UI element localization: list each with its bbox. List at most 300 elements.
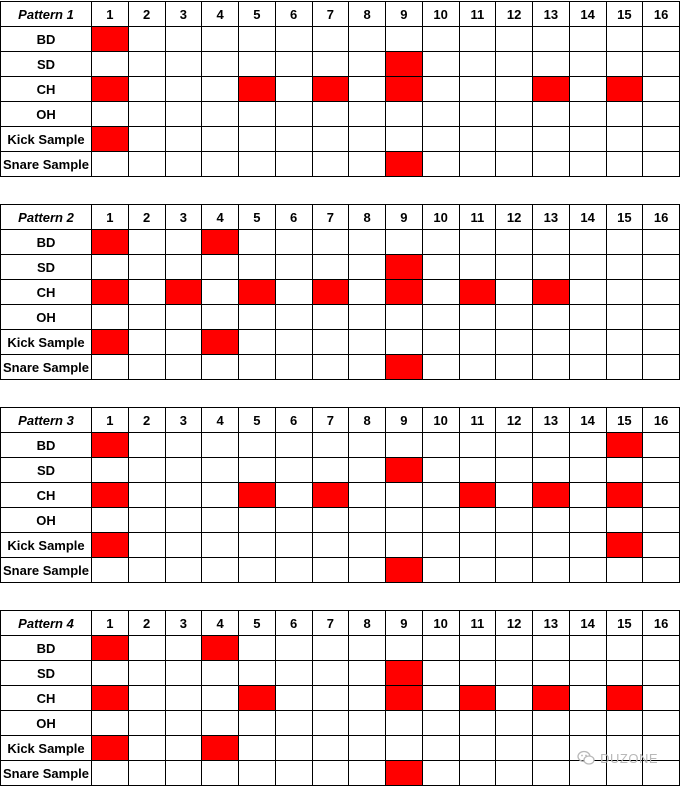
step-cell — [275, 330, 312, 355]
step-cell — [349, 661, 386, 686]
step-cell — [128, 305, 165, 330]
step-cell — [312, 736, 349, 761]
step-cell — [312, 52, 349, 77]
step-cell-active — [533, 280, 570, 305]
step-cell — [422, 636, 459, 661]
step-number: 4 — [202, 205, 239, 230]
step-cell — [569, 661, 606, 686]
step-cell — [349, 686, 386, 711]
step-cell — [128, 533, 165, 558]
instrument-label: CH — [1, 686, 92, 711]
step-number: 15 — [606, 408, 643, 433]
instrument-row — [1, 661, 680, 686]
step-cell-active — [312, 483, 349, 508]
step-cell — [606, 255, 643, 280]
step-cell — [128, 127, 165, 152]
step-cell — [533, 636, 570, 661]
step-cell — [569, 458, 606, 483]
step-cell — [643, 533, 680, 558]
step-cell-active — [606, 483, 643, 508]
step-cell — [275, 458, 312, 483]
step-number: 2 — [128, 2, 165, 27]
step-cell-active — [92, 280, 129, 305]
step-cell — [422, 686, 459, 711]
step-cell — [312, 433, 349, 458]
step-cell-active — [606, 533, 643, 558]
step-cell — [239, 52, 276, 77]
instrument-label: BD — [1, 27, 92, 52]
step-cell — [643, 127, 680, 152]
step-cell — [569, 508, 606, 533]
step-cell — [386, 636, 423, 661]
step-cell — [533, 52, 570, 77]
step-cell-active — [312, 280, 349, 305]
step-cell — [533, 711, 570, 736]
step-cell-active — [386, 280, 423, 305]
step-cell — [128, 636, 165, 661]
step-cell — [165, 483, 202, 508]
step-cell — [459, 255, 496, 280]
step-cell — [128, 711, 165, 736]
step-cell — [533, 558, 570, 583]
step-cell — [239, 355, 276, 380]
step-cell — [128, 102, 165, 127]
step-cell — [239, 152, 276, 177]
instrument-label: SD — [1, 661, 92, 686]
instrument-row — [1, 255, 680, 280]
step-cell — [202, 533, 239, 558]
step-cell — [275, 686, 312, 711]
step-cell — [386, 483, 423, 508]
step-cell-active — [92, 77, 129, 102]
step-cell — [643, 255, 680, 280]
step-cell-active — [459, 686, 496, 711]
step-cell — [533, 433, 570, 458]
step-cell — [459, 558, 496, 583]
instrument-label: Kick Sample — [1, 330, 92, 355]
step-cell — [349, 711, 386, 736]
instrument-row — [1, 558, 680, 583]
step-cell — [606, 636, 643, 661]
step-cell — [422, 27, 459, 52]
step-cell — [422, 508, 459, 533]
step-cell — [312, 27, 349, 52]
step-cell-active — [92, 736, 129, 761]
step-cell — [533, 127, 570, 152]
step-number: 2 — [128, 611, 165, 636]
step-cell — [239, 636, 276, 661]
step-cell-active — [386, 458, 423, 483]
step-cell — [496, 761, 533, 786]
step-cell-active — [386, 686, 423, 711]
step-cell — [349, 355, 386, 380]
step-number: 1 — [92, 408, 129, 433]
step-cell — [275, 27, 312, 52]
step-cell — [496, 255, 533, 280]
step-cell — [349, 127, 386, 152]
step-cell — [92, 255, 129, 280]
step-cell — [606, 355, 643, 380]
step-cell — [349, 52, 386, 77]
step-cell — [202, 686, 239, 711]
step-number: 2 — [128, 408, 165, 433]
step-cell — [239, 433, 276, 458]
step-cell — [202, 280, 239, 305]
step-cell — [643, 305, 680, 330]
watermark-text: DUZONE — [600, 750, 658, 766]
step-cell — [386, 508, 423, 533]
step-cell — [643, 230, 680, 255]
step-cell-active — [239, 280, 276, 305]
step-number: 16 — [643, 205, 680, 230]
step-cell — [569, 636, 606, 661]
step-number: 15 — [606, 205, 643, 230]
step-cell — [165, 458, 202, 483]
instrument-row — [1, 330, 680, 355]
step-cell — [643, 458, 680, 483]
step-cell-active — [386, 558, 423, 583]
step-cell — [496, 711, 533, 736]
step-cell — [606, 230, 643, 255]
step-number: 1 — [92, 205, 129, 230]
step-cell-active — [92, 27, 129, 52]
pattern-title: Pattern 1 — [1, 2, 92, 27]
step-number: 11 — [459, 611, 496, 636]
step-cell — [239, 230, 276, 255]
step-number: 3 — [165, 611, 202, 636]
step-cell-active — [533, 483, 570, 508]
step-cell — [275, 661, 312, 686]
step-cell — [569, 355, 606, 380]
step-cell — [422, 711, 459, 736]
step-cell — [422, 330, 459, 355]
instrument-label: OH — [1, 508, 92, 533]
step-cell — [496, 27, 533, 52]
step-cell-active — [312, 77, 349, 102]
step-cell — [569, 127, 606, 152]
step-cell — [349, 533, 386, 558]
instrument-row — [1, 458, 680, 483]
step-cell — [569, 280, 606, 305]
step-cell — [128, 152, 165, 177]
step-cell — [312, 127, 349, 152]
step-cell — [643, 558, 680, 583]
instrument-row — [1, 355, 680, 380]
step-cell — [349, 458, 386, 483]
step-cell-active — [239, 483, 276, 508]
step-cell — [349, 152, 386, 177]
step-cell — [386, 27, 423, 52]
step-cell — [496, 558, 533, 583]
step-number: 16 — [643, 408, 680, 433]
step-cell — [275, 736, 312, 761]
step-cell-active — [92, 533, 129, 558]
step-number: 9 — [386, 408, 423, 433]
instrument-row — [1, 102, 680, 127]
step-cell — [92, 305, 129, 330]
step-cell-active — [533, 77, 570, 102]
instrument-label: CH — [1, 280, 92, 305]
step-cell — [165, 508, 202, 533]
step-cell — [496, 433, 533, 458]
instrument-row — [1, 280, 680, 305]
step-cell — [643, 330, 680, 355]
step-number: 7 — [312, 205, 349, 230]
step-cell — [312, 152, 349, 177]
step-cell — [165, 255, 202, 280]
step-cell — [496, 355, 533, 380]
step-cell — [202, 305, 239, 330]
step-cell-active — [386, 255, 423, 280]
step-number: 11 — [459, 205, 496, 230]
instrument-label: Snare Sample — [1, 761, 92, 786]
step-cell — [533, 152, 570, 177]
step-cell — [349, 305, 386, 330]
step-number: 8 — [349, 408, 386, 433]
step-cell — [533, 255, 570, 280]
step-cell — [496, 77, 533, 102]
instrument-label: BD — [1, 433, 92, 458]
step-cell — [92, 52, 129, 77]
step-cell — [459, 761, 496, 786]
step-cell-active — [386, 355, 423, 380]
step-cell — [312, 355, 349, 380]
step-cell — [312, 330, 349, 355]
step-cell — [312, 533, 349, 558]
step-cell — [533, 533, 570, 558]
step-cell — [128, 433, 165, 458]
step-cell — [422, 483, 459, 508]
step-cell — [312, 686, 349, 711]
step-number: 14 — [569, 205, 606, 230]
step-cell-active — [239, 686, 276, 711]
instrument-label: OH — [1, 102, 92, 127]
step-cell — [275, 533, 312, 558]
step-cell — [312, 711, 349, 736]
step-cell — [459, 127, 496, 152]
step-cell — [202, 661, 239, 686]
step-cell — [496, 152, 533, 177]
step-cell — [533, 27, 570, 52]
step-cell — [459, 305, 496, 330]
step-cell — [275, 305, 312, 330]
step-cell — [312, 305, 349, 330]
step-number: 4 — [202, 408, 239, 433]
step-cell — [239, 761, 276, 786]
step-number: 3 — [165, 408, 202, 433]
step-cell-active — [92, 433, 129, 458]
step-cell — [275, 711, 312, 736]
step-cell — [459, 711, 496, 736]
step-number: 1 — [92, 2, 129, 27]
step-number: 13 — [533, 2, 570, 27]
step-cell — [569, 230, 606, 255]
step-cell — [239, 255, 276, 280]
step-cell — [349, 77, 386, 102]
instrument-label: BD — [1, 636, 92, 661]
step-cell — [422, 77, 459, 102]
step-cell — [569, 255, 606, 280]
step-cell — [202, 458, 239, 483]
step-cell — [496, 330, 533, 355]
step-number: 10 — [422, 205, 459, 230]
step-cell — [569, 52, 606, 77]
step-cell — [533, 355, 570, 380]
step-cell — [459, 27, 496, 52]
instrument-label: Snare Sample — [1, 355, 92, 380]
step-cell — [496, 458, 533, 483]
step-cell — [606, 127, 643, 152]
step-cell — [606, 558, 643, 583]
step-number: 14 — [569, 2, 606, 27]
step-cell-active — [606, 686, 643, 711]
step-cell — [202, 27, 239, 52]
step-cell — [128, 355, 165, 380]
step-cell — [128, 230, 165, 255]
step-cell — [128, 686, 165, 711]
step-cell — [165, 686, 202, 711]
step-cell — [496, 305, 533, 330]
step-number: 13 — [533, 205, 570, 230]
instrument-label: SD — [1, 52, 92, 77]
instrument-row — [1, 508, 680, 533]
step-cell — [643, 508, 680, 533]
step-cell — [422, 230, 459, 255]
step-number: 12 — [496, 2, 533, 27]
step-cell — [165, 152, 202, 177]
step-cell — [386, 433, 423, 458]
step-number: 15 — [606, 2, 643, 27]
step-cell — [643, 636, 680, 661]
step-cell — [533, 330, 570, 355]
step-cell — [165, 102, 202, 127]
step-cell — [496, 102, 533, 127]
step-cell — [533, 736, 570, 761]
step-number: 14 — [569, 611, 606, 636]
step-cell — [92, 458, 129, 483]
step-cell — [165, 433, 202, 458]
step-cell — [569, 305, 606, 330]
step-number: 12 — [496, 611, 533, 636]
step-number: 7 — [312, 2, 349, 27]
pattern-title: Pattern 4 — [1, 611, 92, 636]
step-cell — [275, 230, 312, 255]
step-cell — [496, 280, 533, 305]
step-cell — [312, 230, 349, 255]
step-cell — [569, 433, 606, 458]
pattern-title: Pattern 2 — [1, 205, 92, 230]
step-number: 5 — [239, 611, 276, 636]
step-cell-active — [533, 686, 570, 711]
step-cell — [643, 661, 680, 686]
watermark — [577, 750, 658, 766]
step-cell — [496, 230, 533, 255]
step-number: 3 — [165, 205, 202, 230]
step-cell — [496, 533, 533, 558]
step-cell — [569, 27, 606, 52]
step-cell — [165, 761, 202, 786]
step-cell — [275, 77, 312, 102]
step-cell — [606, 280, 643, 305]
step-cell — [643, 280, 680, 305]
step-cell — [165, 636, 202, 661]
step-cell — [128, 736, 165, 761]
step-cell-active — [386, 52, 423, 77]
step-cell — [643, 711, 680, 736]
step-cell — [165, 661, 202, 686]
step-cell — [533, 102, 570, 127]
step-number: 5 — [239, 2, 276, 27]
instrument-label: SD — [1, 458, 92, 483]
step-cell — [275, 355, 312, 380]
step-cell — [386, 305, 423, 330]
step-cell-active — [459, 483, 496, 508]
instrument-label: Kick Sample — [1, 736, 92, 761]
step-cell — [422, 661, 459, 686]
instrument-row — [1, 305, 680, 330]
step-cell — [128, 508, 165, 533]
step-cell — [128, 27, 165, 52]
step-cell — [422, 736, 459, 761]
step-cell — [386, 127, 423, 152]
step-cell — [202, 102, 239, 127]
step-cell — [533, 305, 570, 330]
instrument-label: CH — [1, 77, 92, 102]
step-cell-active — [92, 330, 129, 355]
step-cell — [606, 152, 643, 177]
step-cell — [496, 686, 533, 711]
step-cell — [569, 483, 606, 508]
step-cell — [422, 433, 459, 458]
instrument-row — [1, 686, 680, 711]
instrument-row — [1, 52, 680, 77]
step-cell — [606, 102, 643, 127]
step-number: 7 — [312, 611, 349, 636]
instrument-row — [1, 711, 680, 736]
step-cell — [128, 458, 165, 483]
step-cell — [92, 152, 129, 177]
step-number: 10 — [422, 2, 459, 27]
step-cell — [643, 52, 680, 77]
step-cell — [275, 152, 312, 177]
step-cell — [165, 711, 202, 736]
step-cell — [92, 508, 129, 533]
instrument-row — [1, 433, 680, 458]
step-cell — [165, 230, 202, 255]
step-number: 7 — [312, 408, 349, 433]
step-cell — [275, 508, 312, 533]
step-cell — [202, 152, 239, 177]
instrument-label: OH — [1, 711, 92, 736]
step-cell-active — [202, 330, 239, 355]
step-cell — [128, 255, 165, 280]
step-cell — [165, 127, 202, 152]
step-cell — [422, 533, 459, 558]
step-cell — [239, 508, 276, 533]
instrument-label: CH — [1, 483, 92, 508]
step-cell — [496, 636, 533, 661]
step-cell-active — [386, 661, 423, 686]
step-cell — [422, 127, 459, 152]
step-number: 9 — [386, 611, 423, 636]
step-number: 6 — [275, 205, 312, 230]
step-cell — [128, 52, 165, 77]
step-number: 8 — [349, 2, 386, 27]
step-cell — [422, 558, 459, 583]
step-cell — [386, 711, 423, 736]
step-cell — [459, 355, 496, 380]
step-cell — [202, 127, 239, 152]
